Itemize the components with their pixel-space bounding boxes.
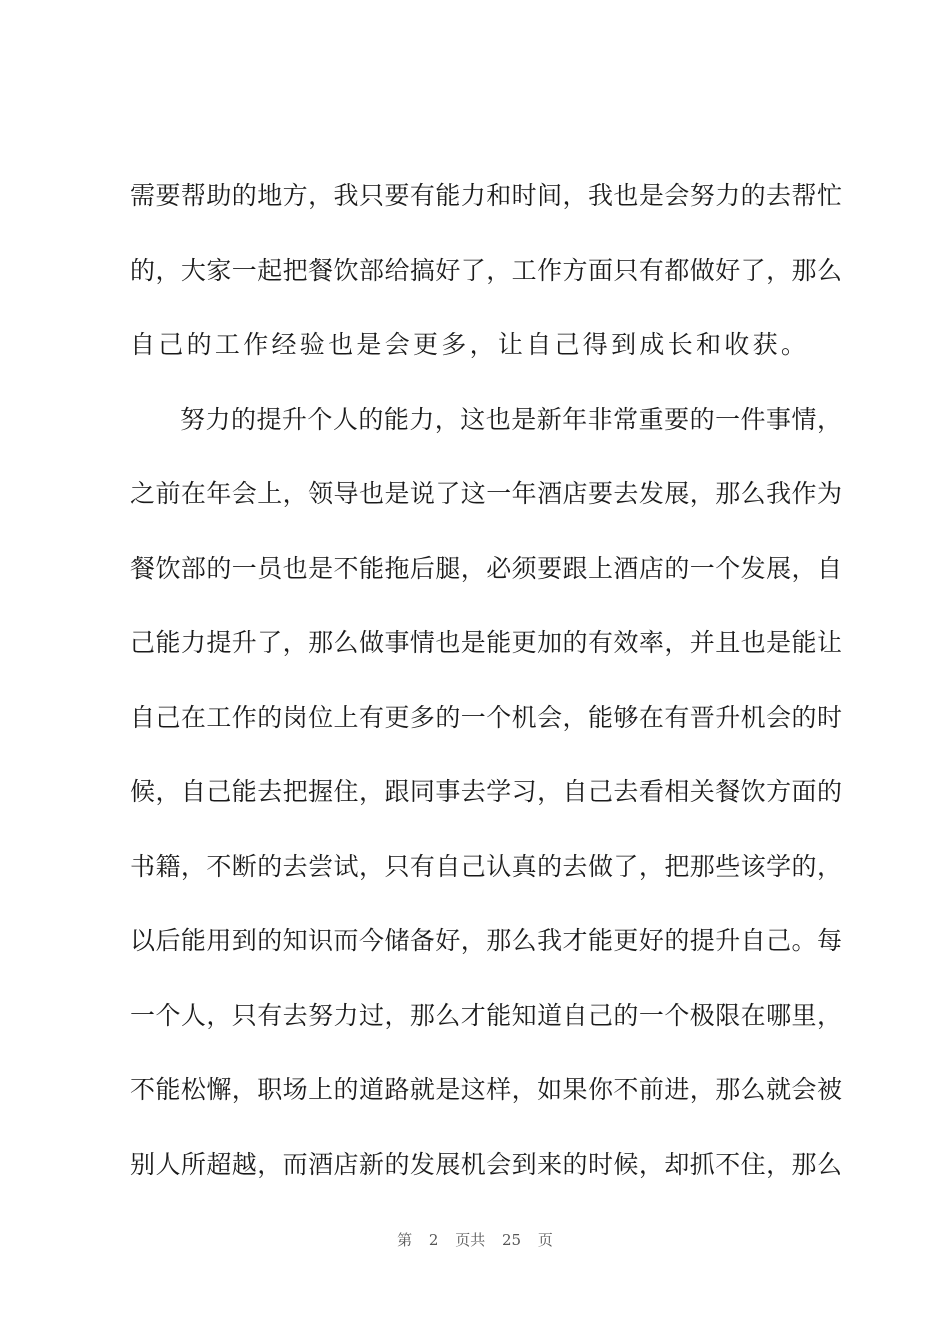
- paragraph-first-line: 努力的提升个人的能力，这也是新年非常重要的一件事情，: [180, 405, 842, 434]
- text-line: 别人所超越，而酒店新的发展机会到来的时候，却抓不住，那么: [130, 1150, 842, 1179]
- text-line: 己能力提升了，那么做事情也是能更加的有效率，并且也是能让: [130, 628, 842, 657]
- footer-middle: 页共: [455, 1231, 486, 1249]
- text-line: 的，大家一起把餐饮部给搞好了，工作方面只有都做好了，那么: [130, 256, 842, 285]
- text-line: 自己的工作经验也是会更多，让自己得到成长和收获。: [130, 330, 810, 359]
- footer-suffix: 页: [537, 1231, 553, 1249]
- text-line: 以后能用到的知识而今储备好，那么我才能更好的提升自己。每: [130, 926, 842, 955]
- text-line: 之前在年会上，领导也是说了这一年酒店要去发展，那么我作为: [130, 479, 842, 508]
- text-line: 一个人，只有去努力过，那么才能知道自己的一个极限在哪里，: [130, 1001, 842, 1030]
- footer-total-pages: 25: [502, 1231, 522, 1249]
- text-line: 不能松懈，职场上的道路就是这样，如果你不前进，那么就会被: [130, 1075, 842, 1104]
- text-line: 自己在工作的岗位上有更多的一个机会，能够在有晋升机会的时: [130, 703, 842, 732]
- text-line: 需要帮助的地方，我只要有能力和时间，我也是会努力的去帮忙: [130, 181, 842, 210]
- footer-current-page: 2: [428, 1231, 439, 1249]
- text-line: 候，自己能去把握住，跟同事去学习，自己去看相关餐饮方面的: [130, 777, 842, 806]
- text-line: 书籍，不断的去尝试，只有自己认真的去做了，把那些该学的，: [130, 852, 842, 881]
- page-number-footer: [0, 1229, 950, 1250]
- text-line: 餐饮部的一员也是不能拖后腿，必须要跟上酒店的一个发展，自: [130, 554, 842, 583]
- footer-prefix: 第: [397, 1231, 413, 1249]
